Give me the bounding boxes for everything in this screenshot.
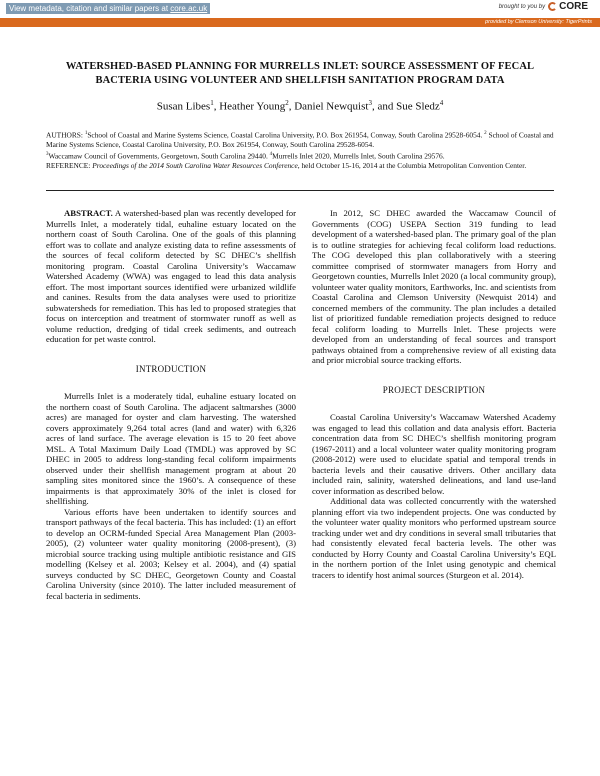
affiliations-block xyxy=(46,129,554,170)
core-logo-text: CORE xyxy=(559,1,588,12)
intro-paragraph-2: Various efforts have been undertaken to identify sources and transport pathways of the fecal bacteria. This has included: (1) an effort to develop an OCRM-funded Special Area Management Plan (2003-2005), (2) volunteer water quality monitoring (2008-present), (3) microbial source tracking using multiple antibiotic resistance and GIS modelling (Kelsey et al. 2003; Kelsey et al. 2004), and (4) spatial surveys conducted by SC DHEC, Georgetown County and Coastal Carolina University (since 2010). The latter included measurement of fecal bacteria in sediments. xyxy=(46,506,296,601)
author-list: Susan Libes$^1$, Heather Young$^2$, Daniel Newquist$^3$, and Sue Sledz$^4$ xyxy=(156,99,444,113)
affiliations-label: AUTHORS: xyxy=(46,130,85,140)
author-sup: 4 xyxy=(439,99,444,107)
right-column xyxy=(312,208,556,580)
affil-sup: 2 xyxy=(484,131,487,136)
affiliation-3: Waccamaw Council of Governments, Georgetown, South Carolina 29440. xyxy=(48,151,270,161)
reference-proceedings: Proceedings of the 2014 South Carolina Water Resources Conference xyxy=(92,160,298,170)
section-heading-project-description: PROJECT DESCRIPTION xyxy=(382,384,486,395)
provided-by-label[interactable]: provided by Clemson University: TigerPrints xyxy=(485,19,592,25)
affil-sup: 1 xyxy=(84,131,88,136)
abstract-label: ABSTRACT. xyxy=(64,208,113,218)
right-paragraph-1: In 2012, SC DHEC awarded the Waccamaw Council of Governments (COG) USEPA Section 319 funding to lead development of a watershed-based plan. The primary goal of the plan is to outline strategies for achieving fecal coliform load reductions. The COG developed this plan collaboratively with a steering committee comprised of stormwater managers from Horry and Georgetown counties, Murrells Inlet 2020 (a local community group), volunteer water quality monitors, Earthworks, Inc. and scientists from Coastal Carolina and Clemson University (Newquist 2014) and concerned members of the community. The plan includes a detailed list of prioritized fundable remediation projects designed to reduce fecal coliform loading to Murrells Inlet. These projects were developed from an understanding of fecal sources and transport pathways obtained from a comprehensive review of all existing data and prior microbial source tracking efforts. xyxy=(312,208,556,365)
author-name: Susan Libes xyxy=(156,100,211,113)
brought-to-you-by xyxy=(499,1,588,12)
left-column xyxy=(46,208,296,601)
header-divider xyxy=(46,190,554,191)
core-provider-strip xyxy=(0,18,600,27)
affil-sup: 3 xyxy=(46,151,49,157)
author-sup: 2 xyxy=(285,99,289,107)
reference-label: REFERENCE: xyxy=(46,160,93,170)
affiliation-2: School of Coastal and Marine Systems Science, Coastal Carolina University, P.O. Box 261954, Conway, South Carolina 29528-6054. xyxy=(46,130,554,150)
project-paragraph-1: Coastal Carolina University’s Waccamaw Watershed Academy was engaged to lead this collation and data analysis effort. Bacteria concentration data from SC DHEC’s shellfish monitoring program (1967-2011) and a local volunteer water quality monitoring program (2008-2012) were used to elucidate spatial and temporal trends in bacteria levels and their causative drivers. Other ancillary data included rain, salinity, watershed delineations, and land use-land cover information as described below. xyxy=(312,412,556,496)
project-paragraph-2: Additional data was collected concurrently with the watershed planning effort via two independent projects. One was conducted by the volunteer water quality monitors who performed upstream source tracking under wet and dry conditions in several small tributaries that had consistently elevated fecal bacteria levels. The other was conducted by Horry County and Coastal Carolina University’s EQL in the northern portion of the Inlet using genotypic and chemical tracers to identify host animal sources (Sturgeon et al. 2014). xyxy=(312,496,556,580)
author-sup: 1 xyxy=(210,99,214,107)
author-name: Heather Young xyxy=(219,100,286,113)
core-logo-icon xyxy=(548,2,557,11)
author-name: Daniel Newquist xyxy=(294,100,369,113)
core-site-link[interactable]: core.ac.uk xyxy=(170,4,208,13)
affiliation-4: Murrells Inlet 2020, Murrells Inlet, South Carolina 29576. xyxy=(272,151,445,161)
paper-title: WATERSHED-BASED PLANNING FOR MURRELLS INLET: SOURCE ASSESSMENT OF FECAL BACTERIA USING VOLUNTEER AND SHELLFISH SANITATION PROGRAM DATA xyxy=(65,61,535,86)
section-heading-introduction: INTRODUCTION xyxy=(135,363,207,374)
abstract-paragraph xyxy=(46,208,296,345)
core-banner xyxy=(0,0,600,27)
intro-paragraph-1: Murrells Inlet is a moderately tidal, euhaline estuary located on the northern coast of South Carolina. The adjacent saltmarshes (3000 acres) are managed for oyster and clam harvesting. The watershed covers approximately 9,264 total acres (land and water) with 6,326 acres of land surface. The average elevation is 15 to 20 feet above MSL. A Total Maximum Daily Load (TMDL) was approved by SC DHEC in 2005 to address long-standing fecal coliform impairments observed under their shellfish management program at about 20 sampling sites monitored since the 1960’s. A consequence of these impairments is that approximately 30% of the inlet is closed for shellfishing. xyxy=(46,391,296,506)
author-name: Sue Sledz xyxy=(396,100,440,113)
core-logo[interactable] xyxy=(548,1,588,12)
brought-label: brought to you by xyxy=(498,3,546,10)
abstract-text: A watershed-based plan was recently developed for Murrells Inlet, a moderately tidal, euhaline estuary located on the northern coast of South Carolina. One of the goals of this planning effort was to collate and analyze existing data to refine assessments of the sources of fecal coliform detected by SC DHEC’s shellfish monitoring program. Coastal Carolina University’s Waccamaw Watershed Academy (WWA) was engaged to lead this data analysis effort. The most important sources identified were urbanized wildlife and canines. Results from the data analyses were used to prioritize subwatersheds for remediation. This has led to proposed strategies that focus on interception and treatment of stormwater runoff as well as volume reduction, dredging of tidal creek sediments, and outreach education for pet waste control. xyxy=(46,208,296,344)
core-top-bar xyxy=(0,0,600,18)
view-metadata-link[interactable]: View metadata, citation and similar papers at core.ac.uk xyxy=(6,3,210,14)
affiliation-1: School of Coastal and Marine Systems Science, Coastal Carolina University, P.O. Box 261954, Conway, South Carolina 29528-6054. xyxy=(87,130,485,140)
author-sup: 3 xyxy=(368,99,372,107)
affil-sup: 4 xyxy=(269,151,273,157)
reference-details: , held October 15-16, 2014 at the Columbia Metropolitan Convention Center. xyxy=(297,160,527,170)
